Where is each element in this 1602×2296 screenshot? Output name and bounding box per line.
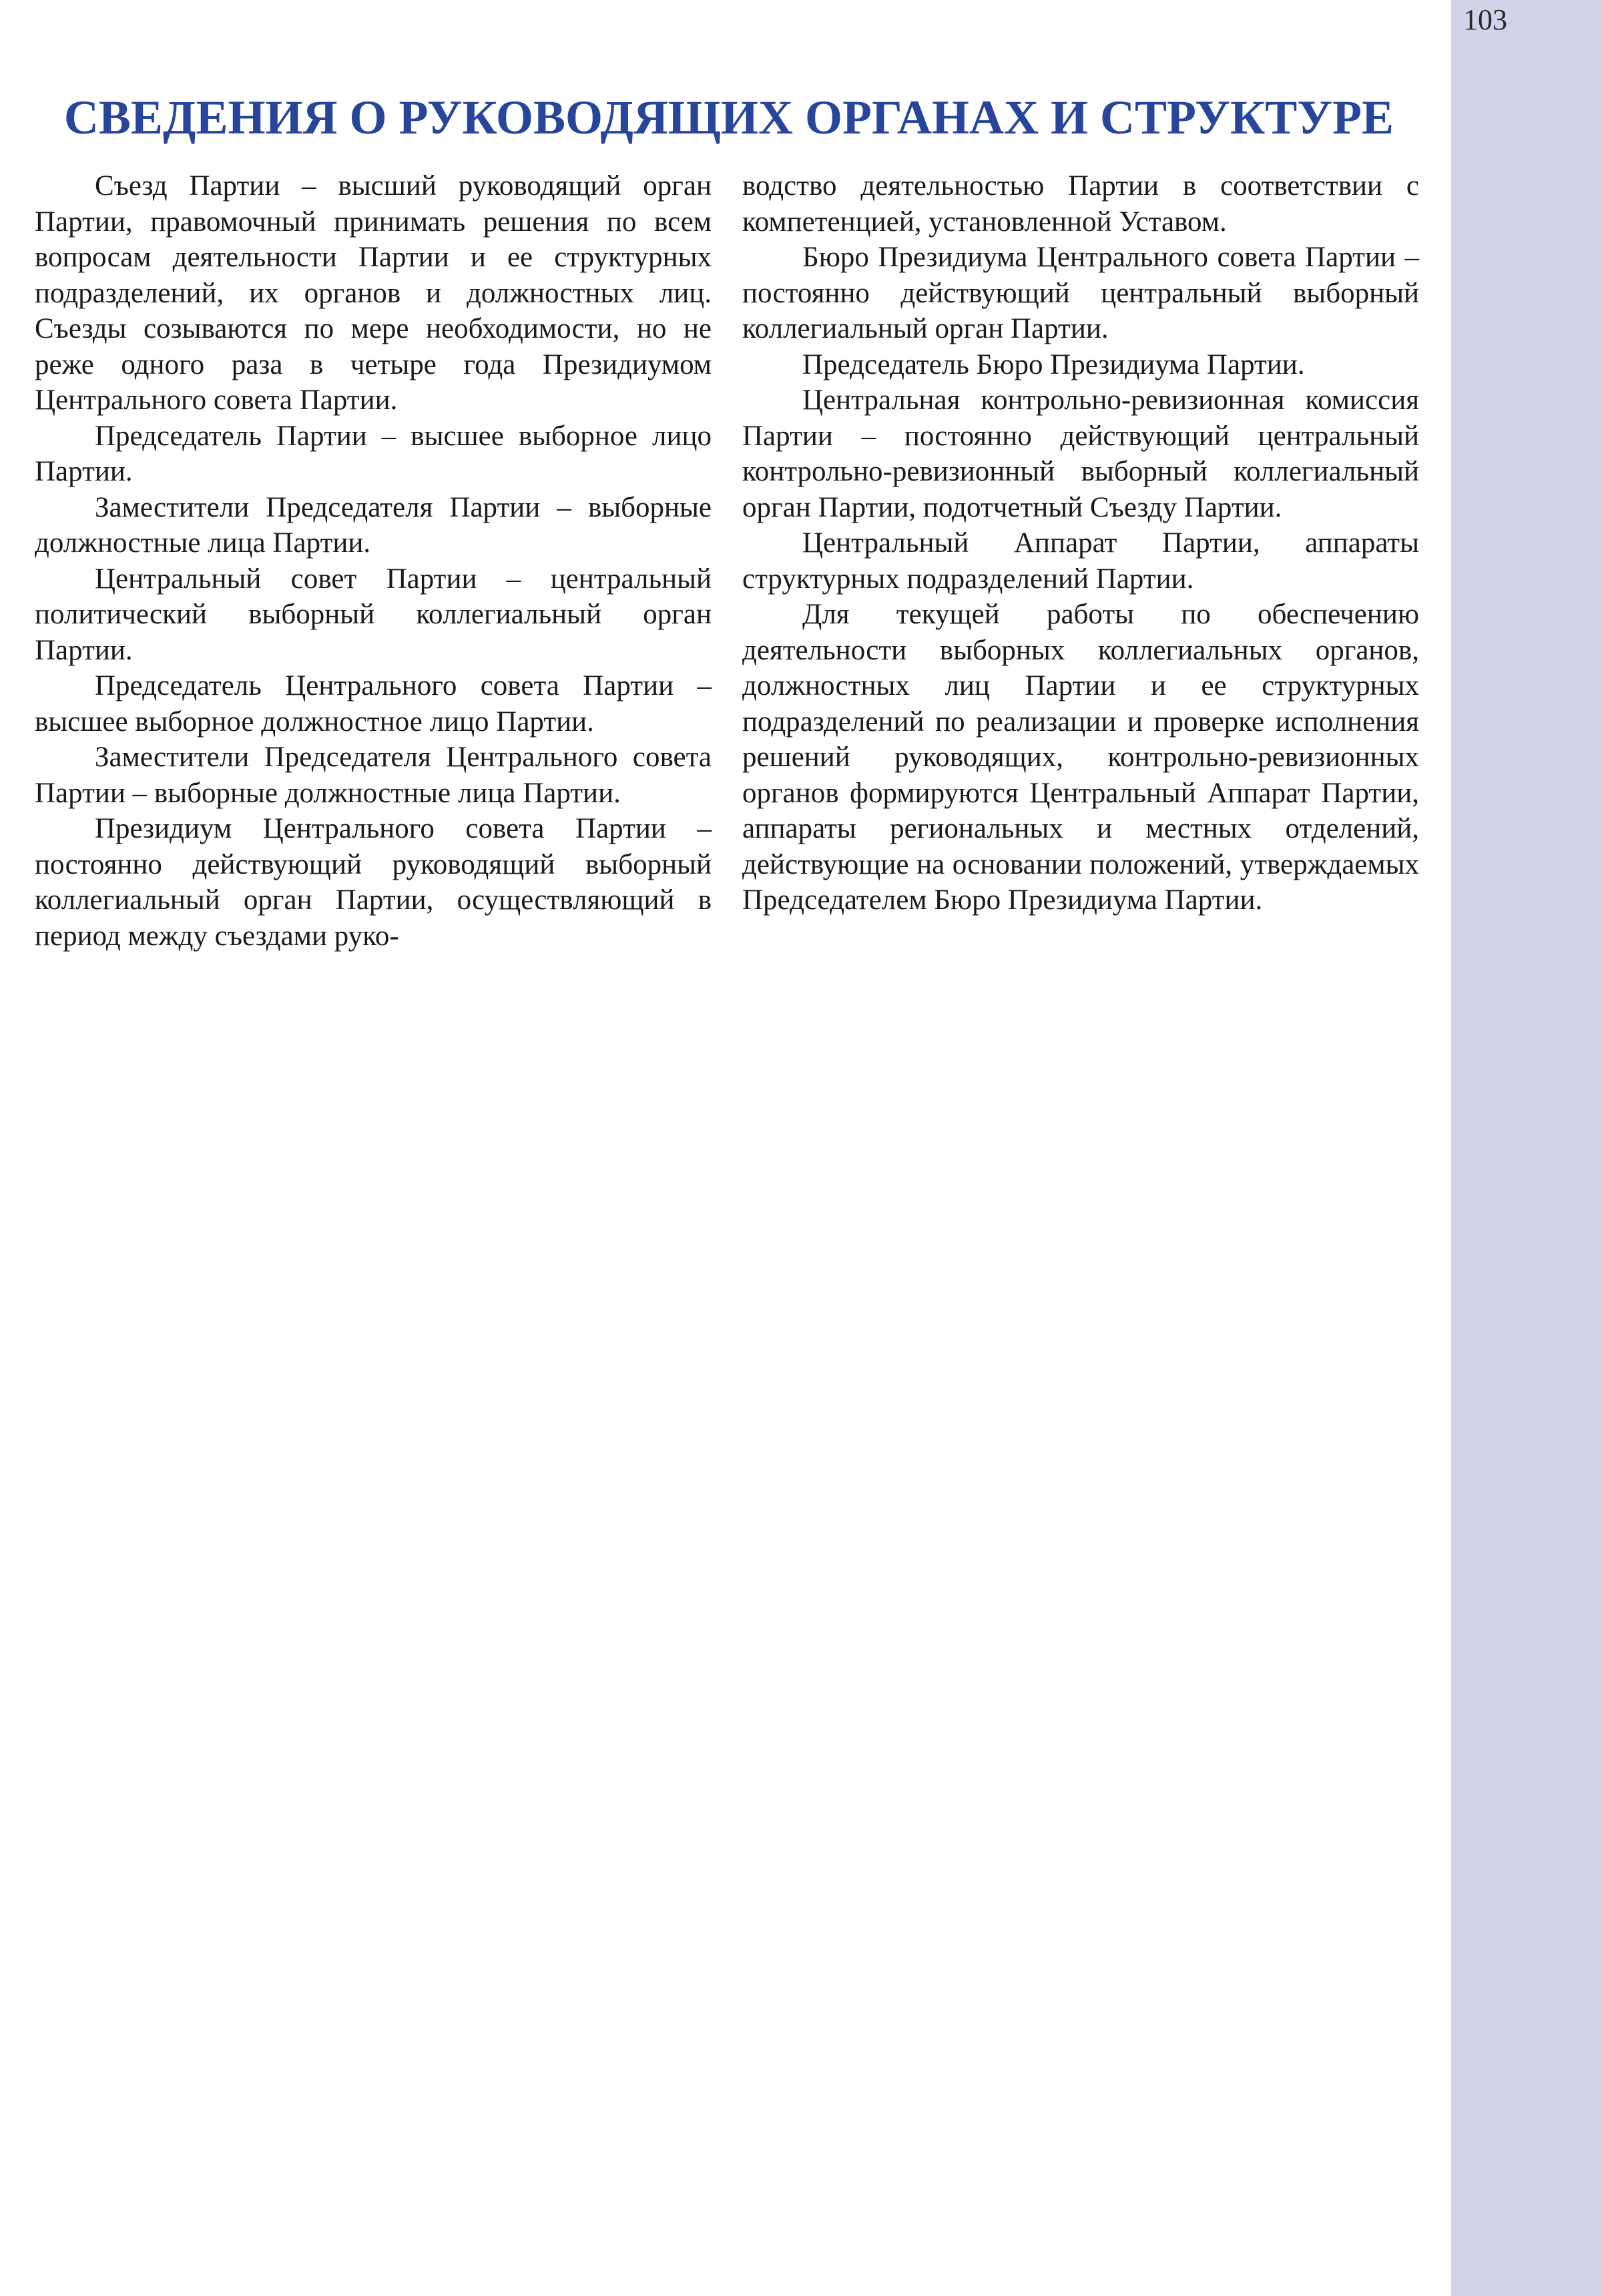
right-text-column (742, 168, 1419, 918)
left-text-column (35, 168, 712, 954)
paragraph-council-chairman: Председатель Центрального совета Партии – высшее выборное должностное лицо Партии. (35, 670, 712, 738)
paragraph-current-work: Для текущей работы по обеспечению деятельности выборных коллегиальных органов, должностных лиц Партии и ее структурных подразделений по реализации и проверке исполнения решений руководящих, контрольно-ревизионных органов формируются Центральный Аппарат Партии, аппараты региональных и местных отделений, действующие на основании положений, утверждаемых Председателем Бюро Президиума Партии. (742, 599, 1419, 916)
paragraph-presidium-bureau: Бюро Президиума Центрального совета Партии – постоянно действующий центральный выборный коллегиальный орган Партии. (742, 242, 1419, 344)
page-number: 103 (1463, 3, 1507, 36)
paragraph-audit-commission: Центральная контрольно-ревизионная комиссия Партии – постоянно действующий центральный контрольно-ревизионный выборный коллегиальный орган Партии, подотчетный Съезду Партии. (742, 384, 1419, 523)
paragraph-bureau-chairman: Председатель Бюро Президиума Партии. (802, 348, 1305, 380)
paragraph-council-deputies: Заместители Председателя Центрального совета Партии – выборные должностные лица Партии. (35, 742, 712, 809)
page-title: СВЕДЕНИЯ О РУКОВОДЯЩИХ ОРГАНАХ И СТРУКТУРЕ (63, 91, 1394, 144)
paragraph-continuation: водство деятельностью Партии в соответствии с компетенцией, установленной Уставом. (742, 170, 1419, 238)
paragraph-central-apparatus: Центральный Аппарат Партии, аппараты структурных подразделений Партии. (742, 527, 1419, 595)
paragraph-central-council: Центральный совет Партии – центральный политический выборный коллегиальный орган Партии. (35, 563, 712, 666)
paragraph-deputy-chairmen: Заместители Председателя Партии – выборные должностные лица Партии. (35, 491, 712, 559)
paragraph-council-presidium: Президиум Центрального совета Партии – постоянно действующий руководящий выборный коллегиальный орган Партии, осуществляющий в период между съездами руко- (35, 813, 712, 952)
side-decorative-strip (1451, 0, 1602, 2296)
paragraph-congress: Съезд Партии – высший руководящий орган Партии, правомочный принимать решения по всем вопросам деятельности Партии и ее структурных подразделений, их органов и должностных лиц. Съезды созываются по мере необходимости, но не реже одного раза в четыре года Президиумом Центрального совета Партии. (35, 170, 712, 416)
paragraph-party-chairman: Председатель Партии – высшее выборное лицо Партии. (35, 420, 712, 487)
